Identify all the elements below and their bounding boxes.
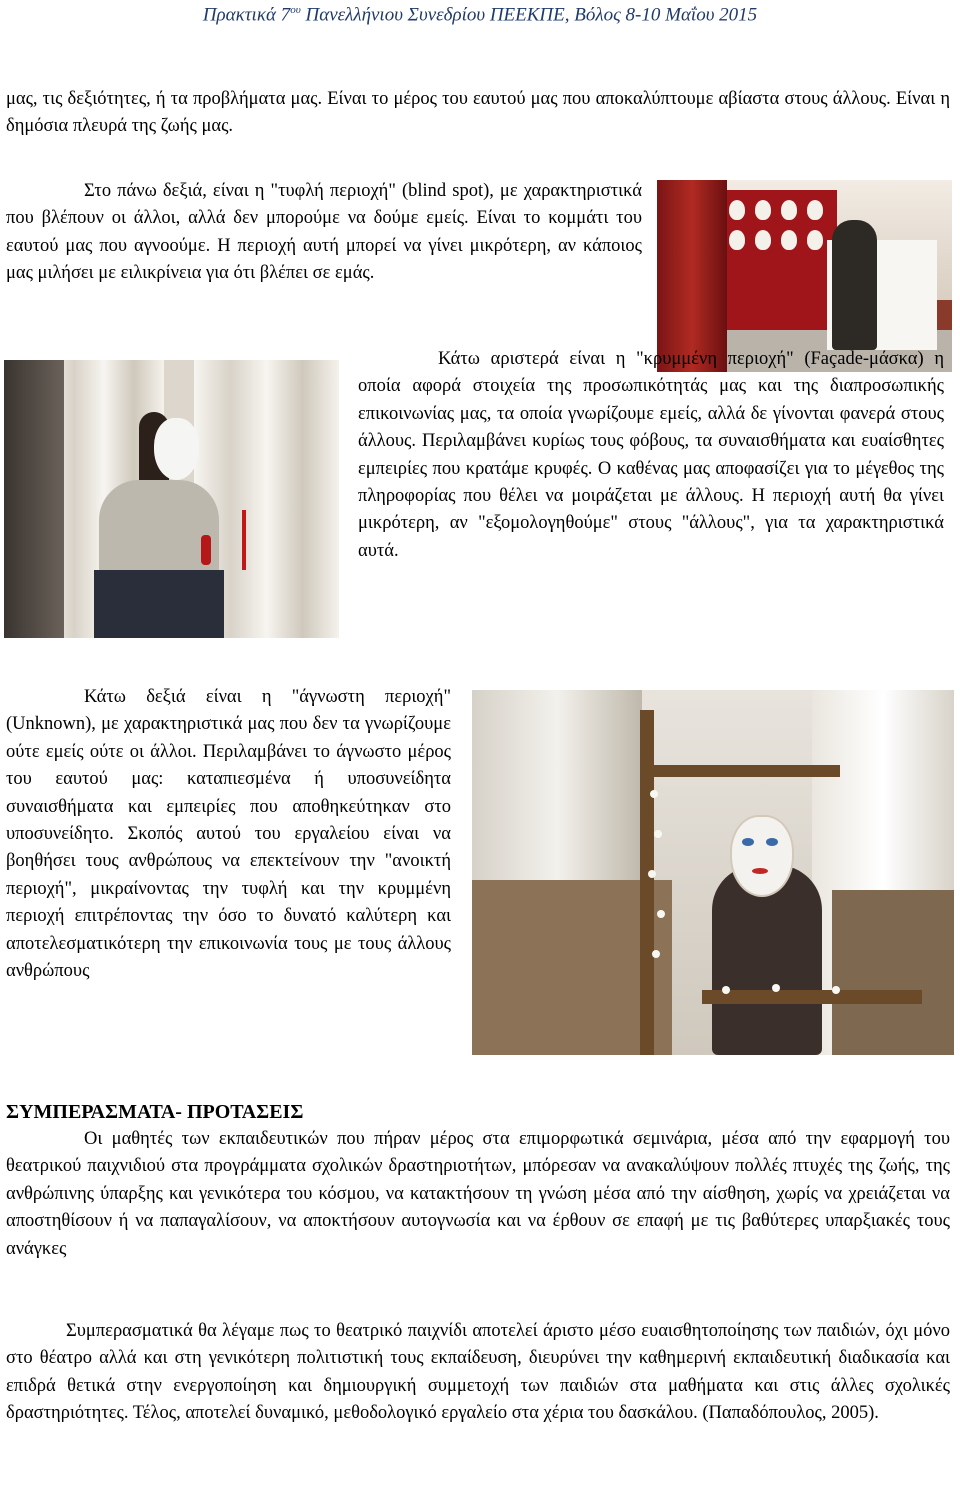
paragraph-conclusions-1: Οι μαθητές των εκπαιδευτικών που πήραν μέρος στα επιμορφωτικά σεμινάρια, μέσα από την εφαρμογή του θεατρικού παιχνιδιού στα προγράμματα σχολικών δραστηριοτήτων, μπόρεσαν να ανακαλύψουν πολλές πτυχές της ζωής, της ανθρώπινης ύπαρξης και γενικότερα του κόσμου, να κατακτήσουν τη γνώση μέσα από την αίσθηση, χωρίς να χρειάζεται να αποστηθίσουν ή να παπαγαλίσουν, να αποκτήσουν αυτογνωσία και να έρθουν σε επαφή με τις βαθύτερες υπαρξιακές τους ανάγκες	[6, 1129, 950, 1259]
header-post: Πανελλήνιου Συνεδρίου ΠΕΕΚΠΕ, Βόλος 8-10 Μαΐου 2015	[300, 4, 758, 26]
photo-theatre-masks-board	[657, 180, 952, 372]
photo-masked-woman-frame	[472, 690, 954, 1055]
header-sup: ου	[290, 4, 301, 16]
running-header	[0, 4, 960, 26]
header-pre: Πρακτικά 7	[202, 4, 291, 26]
paragraph-conclusions-2: Συμπερασματικά θα λέγαμε πως το θεατρικό παιχνίδι αποτελεί άριστο μέσο ευαισθητοποίησης των παιδιών, όχι μόνο στο θέατρο αλλά και στη γενικότερη πολιτιστική τους εκπαίδευση, διευρύνει την καθημερινή εκπαιδευτική διαδικασία και επιδρά θετικά στην ενεργοποίηση και δημιουργική συμμετοχή των παιδιών στα μαθήματα και στις άλλες σχολικές δραστηριότητες. Τέλος, αποτελεί δυναμικό, μεθοδολογικό εργαλείο στα χέρια του δασκάλου. (Παπαδόπουλος, 2005).	[6, 1321, 950, 1424]
paragraph-blind-spot: Στο πάνω δεξιά, είναι η "τυφλή περιοχή" (blind spot), με χαρακτηριστικά που βλέπουν οι άλλοι, αλλά δεν μπορούμε να δούμε εμείς. Είναι το κομμάτι του εαυτού μας που αγνοούμε. Η περιοχή αυτή μπορεί να γίνει μικρότερη, αν κάποιος μας μιλήσει με ειλικρίνεια για ότι βλέπει σε εμάς.	[6, 181, 642, 284]
photo-masked-girl-seated	[4, 360, 339, 638]
paragraph-hidden-area: Κάτω αριστερά είναι η "κρυμμένη περιοχή" (Façade-μάσκα) η οποία αφορά στοιχεία της προσωπικότητάς μας και της διαπροσωπικής επικοινωνίας μας, τα οποία γνωρίζουμε εμείς, αλλά δε γίνονται φανερά στους άλλους. Περιλαμβάνει κυρίως τους φόβους, τα συναισθήματα και ευαίσθητες εμπειρίες που κρατάμε κρυφές. Ο καθένας μας αποφασίζει για το μέγεθος της πληροφορίας που θέλει να μοιράζεται με άλλους. Η περιοχή αυτή θα γίνει μικρότερη, αν "εξομολογηθούμε" στους "άλλους", για τα χαρακτηριστικά αυτά.	[358, 349, 944, 561]
paragraph-unknown-area: Κάτω δεξιά είναι η "άγνωστη περιοχή" (Unknown), με χαρακτηριστικά μας που δεν τα γνωρίζουμε ούτε εμείς ούτε οι άλλοι. Περιλαμβάνει το άγνωστο μέρος του εαυτού μας: καταπιεσμένα ή υποσυνείδητα συναισθήματα και εμπειρίες που αποθηκεύτηκαν στο υποσυνείδητο. Σκοπός αυτού του εργαλείου είναι να βοηθήσει τους ανθρώπους να επεκτείνουν την "ανοικτή περιοχή", μικραίνοντας την τυφλή και την κρυμμένη περιοχή επιτρέποντας την όσο το δυνατό καλύτερη και αποτελεσματικότερη την επικοινωνία τους με τους άλλους ανθρώπους	[6, 687, 451, 982]
section-heading-conclusions: ΣΥΜΠΕΡΑΣΜΑΤΑ- ΠΡΟΤΑΣΕΙΣ	[6, 1101, 304, 1123]
paragraph-open-area: μας, τις δεξιότητες, ή τα προβλήματα μας. Είναι το μέρος του εαυτού μας που αποκαλύπτουμε αβίαστα στους άλλους. Είναι η δημόσια πλευρά της ζωής μας.	[6, 89, 950, 137]
